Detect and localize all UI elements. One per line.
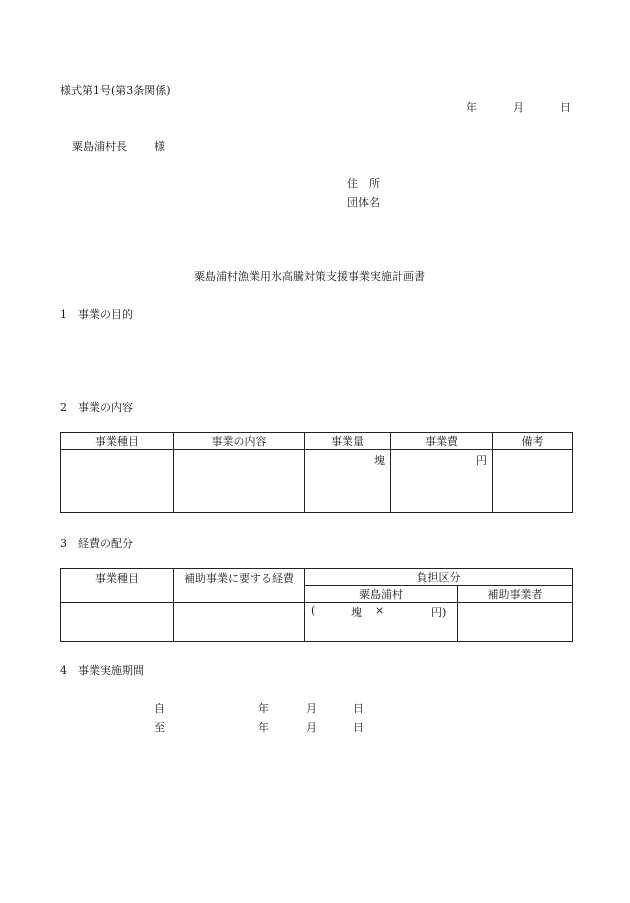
header-operator: 補助事業者 bbox=[458, 586, 573, 603]
section-content-heading: 2 事業の内容 bbox=[60, 401, 133, 414]
date-line bbox=[466, 99, 571, 115]
addressee-honorific: 様 bbox=[154, 140, 165, 153]
cell-project-content[interactable] bbox=[174, 450, 305, 513]
header-project-content: 事業の内容 bbox=[174, 433, 305, 450]
cell-project-type-2[interactable] bbox=[61, 603, 174, 642]
group-name-label: 団体名 bbox=[347, 196, 380, 209]
cell-required-cost[interactable] bbox=[174, 603, 305, 642]
formula-unit-block: 塊 bbox=[351, 606, 362, 619]
date-year: 年 bbox=[466, 101, 477, 114]
period-to-year: 年 bbox=[258, 721, 269, 734]
unit-block: 塊 bbox=[374, 454, 385, 467]
date-month: 月 bbox=[513, 101, 524, 114]
address-label: 住 所 bbox=[347, 177, 380, 190]
period-to-label: 至 bbox=[154, 721, 165, 734]
header-project-type-2: 事業種目 bbox=[61, 569, 174, 603]
document-title: 粟島浦村漁業用氷高騰対策支援事業実施計画書 bbox=[194, 270, 425, 283]
period-to-day: 日 bbox=[353, 721, 364, 734]
addressee-name: 粟島浦村長 bbox=[72, 140, 127, 153]
header-burden-division: 負担区分 bbox=[305, 569, 573, 586]
period-from-month: 月 bbox=[306, 702, 317, 715]
form-number: 様式第1号(第3条関係) bbox=[60, 84, 171, 97]
formula-open-paren: ( bbox=[311, 604, 316, 617]
formula-times: × bbox=[375, 604, 385, 617]
cell-village-share[interactable] bbox=[305, 603, 458, 642]
header-cost: 事業費 bbox=[391, 433, 493, 450]
period-from-day: 日 bbox=[353, 702, 364, 715]
formula-unit-yen: 円) bbox=[431, 606, 447, 619]
header-quantity: 事業量 bbox=[305, 433, 391, 450]
cell-cost[interactable] bbox=[391, 450, 493, 513]
period-from-year: 年 bbox=[258, 702, 269, 715]
section-period-heading: 4 事業実施期間 bbox=[60, 664, 144, 677]
cell-quantity[interactable] bbox=[305, 450, 391, 513]
section-purpose-heading: 1 事業の目的 bbox=[60, 308, 133, 321]
unit-yen: 円 bbox=[476, 454, 487, 467]
project-content-table bbox=[60, 432, 573, 513]
header-remarks: 備考 bbox=[493, 433, 573, 450]
period-from-label: 自 bbox=[154, 702, 165, 715]
header-required-cost: 補助事業に要する経費 bbox=[174, 569, 305, 603]
cell-operator-share[interactable] bbox=[458, 603, 573, 642]
section-expense-heading: 3 経費の配分 bbox=[60, 537, 133, 550]
date-day: 日 bbox=[560, 101, 571, 114]
cell-remarks[interactable] bbox=[493, 450, 573, 513]
header-project-type: 事業種目 bbox=[61, 433, 174, 450]
header-village: 粟島浦村 bbox=[305, 586, 458, 603]
cell-project-type[interactable] bbox=[61, 450, 174, 513]
expense-allocation-table bbox=[60, 568, 573, 642]
period-to-month: 月 bbox=[306, 721, 317, 734]
